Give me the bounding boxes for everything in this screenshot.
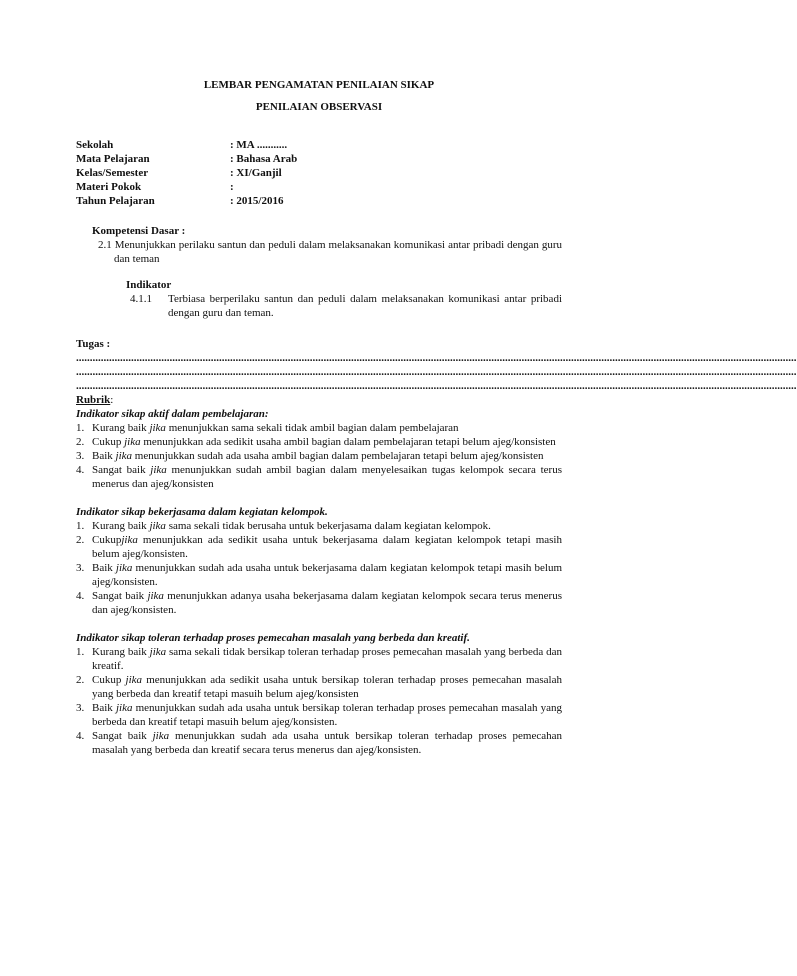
rubrik-indikator-heading: Indikator sikap toleran terhadap proses pemecahan masalah yang berbeda dan kreatif. <box>76 632 470 644</box>
tugas-label: Tugas : <box>76 338 111 350</box>
list-number: 3. <box>76 562 85 574</box>
list-text: Baik jika menunjukkan sudah ada usaha untuk bekerjasama dalam kegiatan kelompok tetapi masih belum ajeg/konsisten. <box>92 562 562 588</box>
list-number: 4. <box>76 730 85 742</box>
rubrik-list <box>76 519 562 617</box>
list-number: 3. <box>76 450 85 462</box>
list-item <box>76 561 562 589</box>
spacer <box>76 617 562 631</box>
rubrik-label: Rubrik <box>76 394 111 406</box>
kompetensi-section <box>92 224 562 320</box>
spacer <box>76 491 562 505</box>
list-item <box>76 729 562 757</box>
list-item <box>76 589 562 617</box>
info-value: : XI/Ganjil <box>230 167 282 179</box>
list-number: 4. <box>76 464 85 476</box>
list-number: 3. <box>76 702 85 714</box>
list-item <box>76 463 562 491</box>
info-label: Tahun Pelajaran <box>76 195 155 207</box>
list-item <box>76 519 562 533</box>
list-number: 1. <box>76 520 85 532</box>
kompetensi-label: Kompetensi Dasar : <box>92 225 186 237</box>
indikator-item <box>130 292 562 320</box>
tugas-dotted-line-3: ...................................................................................................................................................................................................................................................................... <box>76 380 797 392</box>
tugas-dotted-line-2: ...................................................................................................................................................................................................................................................................... <box>76 366 797 378</box>
kompetensi-item <box>92 238 562 266</box>
kompetensi-body: Menunjukkan perilaku santun dan peduli dalam melaksanakan komunikasi antar pribadi dengan guru dan teman <box>114 239 562 265</box>
document-subtitle: PENILAIAN OBSERVASI <box>255 101 383 113</box>
list-text: Cukupjika menunjukkan ada sedikit usaha untuk bekerjasama dalam kegiatan kelompok tetapi masih belum ajeg/konsisten. <box>92 534 562 560</box>
list-number: 2. <box>76 436 85 448</box>
info-table <box>76 138 562 208</box>
list-text: Kurang baik jika sama sekali tidak berusaha untuk bekerjasama dalam kegiatan kelompok. <box>92 520 491 532</box>
list-item <box>76 421 562 435</box>
list-text: Baik jika menunjukkan sudah ada usaha ambil bagian dalam pembelajaran tetapi belum ajeg/konsisten <box>92 450 544 462</box>
kompetensi-number: 2.1 <box>98 239 112 251</box>
list-number: 4. <box>76 590 85 602</box>
info-label: Materi Pokok <box>76 181 142 193</box>
indikator-section <box>126 278 562 320</box>
list-text: Sangat baik jika menunjukkan adanya usaha bekerjasama dalam kegiatan kelompok secara terus menerus dan ajeg/konsisten. <box>92 590 562 616</box>
rubrik-list <box>76 421 562 491</box>
indikator-number: 4.1.1 <box>130 293 152 305</box>
info-value: : Bahasa Arab <box>230 153 298 165</box>
list-number: 1. <box>76 646 85 658</box>
list-item <box>76 533 562 561</box>
info-label: Sekolah <box>76 139 114 151</box>
rubrik-indikator-heading: Indikator sikap aktif dalam pembelajaran: <box>76 408 269 420</box>
list-item <box>76 645 562 673</box>
rubrik-section <box>76 393 562 757</box>
info-row-sekolah <box>76 138 562 152</box>
list-text: Kurang baik jika menunjukkan sama sekali tidak ambil bagian dalam pembelajaran <box>92 422 459 434</box>
tugas-dotted-line-1: ...................................................................................................................................................................................................................................................................... <box>76 352 797 364</box>
info-row-mata-pelajaran <box>76 152 562 166</box>
info-value: : 2015/2016 <box>230 195 284 207</box>
list-number: 1. <box>76 422 85 434</box>
list-number: 2. <box>76 534 85 546</box>
list-text: Cukup jika menunjukkan ada sedikit usaha ambil bagian dalam pembelajaran tetapi belum ajeg/konsisten <box>92 436 556 448</box>
rubrik-indikator-heading: Indikator sikap bekerjasama dalam kegiatan kelompok. <box>76 506 328 518</box>
rubrik-heading <box>76 393 562 407</box>
list-item <box>76 673 562 701</box>
list-text: Kurang baik jika sama sekali tidak bersikap toleran terhadap proses pemecahan masalah yang berbeda dan kreatif. <box>92 646 562 672</box>
indikator-label: Indikator <box>126 279 172 291</box>
info-label: Kelas/Semester <box>76 167 149 179</box>
list-text: Sangat baik jika menunjukkan sudah ambil bagian dalam menyelesaikan tugas kelompok secara terus menerus dan ajeg/konsisten <box>92 464 562 490</box>
info-value: : MA ........... <box>230 139 288 151</box>
indikator-text: Terbiasa berperilaku santun dan peduli dalam melaksanakan komunikasi antar pribadi dengan guru dan teman. <box>168 293 562 319</box>
list-text: Sangat baik jika menunjukkan sudah ada usaha untuk bersikap toleran terhadap proses pemecahan masalah yang berbeda dan kreatif secara terus menerus dan ajeg/konsisten. <box>92 730 562 756</box>
info-value: : <box>230 181 234 193</box>
list-item <box>76 435 562 449</box>
list-text: Cukup jika menunjukkan ada sedikit usaha untuk bersikap toleran terhadap proses pemecahan masalah yang berbeda dan kreatif tetapi masuih belum ajeg/konsisten <box>92 674 562 700</box>
rubrik-list <box>76 645 562 757</box>
list-text: Baik jika menunjukkan sudah ada usaha untuk bersikap toleran terhadap proses pemecahan masalah yang berbeda dan kreatif tetapi masuih belum ajeg/konsisten. <box>92 702 563 728</box>
document-title: LEMBAR PENGAMATAN PENILAIAN SIKAP <box>203 79 435 91</box>
info-row-kelas-semester <box>76 166 562 180</box>
list-number: 2. <box>76 674 85 686</box>
info-row-materi-pokok <box>76 180 562 194</box>
list-item <box>76 701 562 729</box>
info-label: Mata Pelajaran <box>76 153 150 165</box>
rubrik-colon: : <box>110 394 114 406</box>
list-item <box>76 449 562 463</box>
info-row-tahun-pelajaran <box>76 194 562 208</box>
kompetensi-text <box>92 238 562 266</box>
